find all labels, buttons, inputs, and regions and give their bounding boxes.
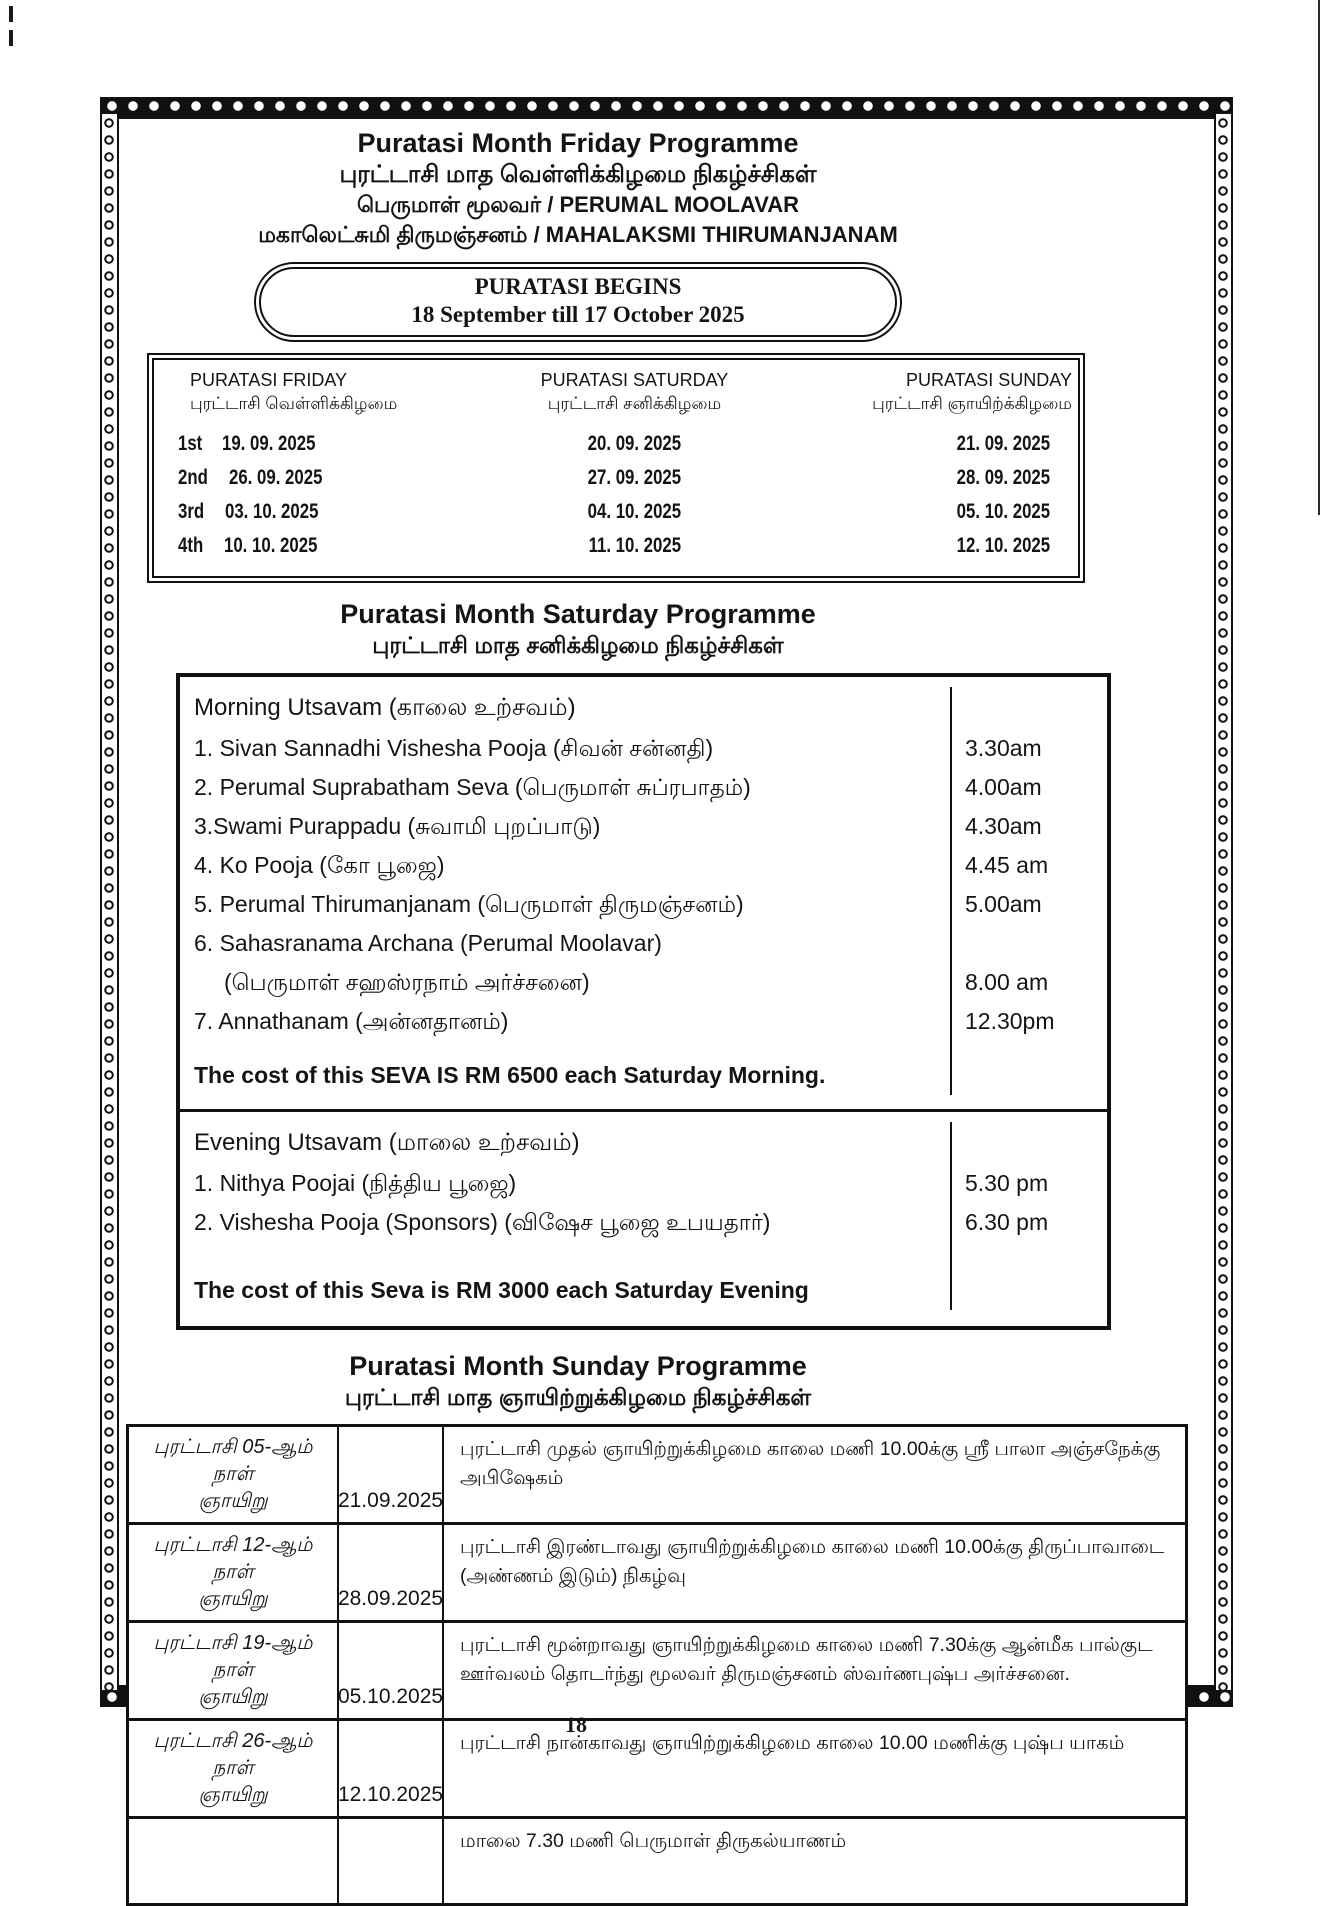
table-row: 2nd 26. 09. 2025 27. 09. 2025 28. 09. 2025: [178, 466, 1051, 489]
table-row: 4. Ko Pooja (கோ பூஜை) 4.45 am: [180, 846, 1107, 885]
morning-cost-note: The cost of this SEVA IS RM 6500 each Saturday Morning.: [194, 1062, 826, 1088]
table-row: 1. Nithya Poojai (நித்திய பூஜை) 5.30 pm: [180, 1164, 1107, 1203]
sunday-programme-title-tamil: புரட்டாசி மாத ஞாயிற்றுக்கிழமை நிகழ்ச்சிகள்: [344, 1384, 812, 1410]
perumal-moolavar-line: பெருமாள் மூலவர் / PERUMAL MOOLAVAR: [356, 192, 800, 217]
table-row: 6. Sahasranama Archana (Perumal Moolavar): [180, 924, 1107, 963]
evening-cost-row: [180, 1242, 1107, 1310]
puratasi-begins-box: [254, 262, 902, 342]
morning-heading: Morning Utsavam (காலை உற்சவம்): [194, 694, 576, 721]
crop-mark: [9, 6, 13, 22]
table-row: 4th 10. 10. 2025 11. 10. 2025 12. 10. 2025: [178, 534, 1051, 557]
saturday-programme-title: Puratasi Month Saturday Programme: [340, 599, 816, 629]
crop-mark: [9, 30, 13, 46]
header-block: [128, 127, 1028, 342]
table-row: புரட்டாசி 19-ஆம் நாள் ஞாயிறு 05.10.2025 புரட்டாசி மூன்றாவது ஞாயிற்றுக்கிழமை காலை மணி 7.30க்கு ஆன்மீக பால்குட ஊர்வலம் தொடர்ந்து மூலவர் திருமஞ்சனம் ஸ்வர்ணபுஷ்ப அர்ச்சனை.: [129, 1620, 1185, 1718]
table-row: 5. Perumal Thirumanjanam (பெருமாள் திருமஞ்சனம்) 5.00am: [180, 885, 1107, 924]
evening-utsavam-section: [180, 1109, 1107, 1326]
morning-cost-row: [180, 1041, 1107, 1095]
evening-cost-note: The cost of this Seva is RM 3000 each Saturday Evening: [194, 1277, 809, 1303]
table-row: 3rd 03. 10. 2025 04. 10. 2025 05. 10. 2025: [178, 500, 1051, 523]
sunday-heading-block: [128, 1350, 1028, 1412]
table-row: [180, 1122, 1107, 1164]
table-row: 3.Swami Purappadu (சுவாமி புறப்பாடு) 4.30am: [180, 807, 1107, 846]
table-row: 1st 19. 09. 2025 20. 09. 2025 21. 09. 2025: [178, 432, 1051, 455]
begins-title: PURATASI BEGINS: [474, 274, 682, 299]
dates-rows: [154, 428, 1078, 564]
begins-dates: 18 September till 17 October 2025: [411, 302, 745, 327]
morning-utsavam-section: [180, 677, 1107, 1109]
page-number: 18: [565, 1712, 587, 1737]
table-row: மாலை 7.30 மணி பெருமாள் திருகல்யாணம்: [129, 1816, 1185, 1903]
sunday-programme-table: [126, 1424, 1188, 1906]
column-header-sunday: PURATASI SUNDAY புரட்டாசி ஞாயிற்க்கிழமை: [872, 370, 1072, 413]
evening-heading: Evening Utsavam (மாலை உற்சவம்): [194, 1129, 580, 1156]
frame-scallop-right: [1214, 114, 1231, 1690]
weekly-dates-table: [152, 358, 1080, 578]
saturday-heading-block: [128, 598, 1028, 660]
saturday-programme-title-tamil: புரட்டாசி மாத சனிக்கிழமை நிகழ்ச்சிகள்: [372, 632, 784, 658]
page-title: Puratasi Month Friday Programme: [357, 128, 799, 158]
column-header-friday: PURATASI FRIDAY புரட்டாசி வெள்ளிக்கிழமை: [190, 370, 398, 413]
table-row: புரட்டாசி 12-ஆம் நாள் ஞாயிறு 28.09.2025 புரட்டாசி இரண்டாவது ஞாயிற்றுக்கிழமை காலை மணி 10.00க்கு திருப்பாவாடை (அண்ணம் இடும்) நிகழ்வு: [129, 1522, 1185, 1620]
table-row: 1. Sivan Sannadhi Vishesha Pooja (சிவன் சன்னதி) 3.30am: [180, 729, 1107, 768]
page-content: [128, 125, 1205, 1852]
puratasi-begins-inner: [259, 267, 897, 337]
table-row: (பெருமாள் சஹஸ்ரநாம் அர்ச்சனை) 8.00 am: [180, 963, 1107, 1002]
mahalaksmi-line: மகாலெட்சுமி திருமஞ்சனம் / MAHALAKSMI THIRUMANJANAM: [258, 222, 898, 247]
column-header-saturday: PURATASI SATURDAY புரட்டாசி சனிக்கிழமை: [540, 370, 729, 413]
dates-header-row: [154, 368, 1078, 416]
frame-scallop-top: [102, 99, 1231, 119]
table-row: 2. Vishesha Pooja (Sponsors) (விஷேச பூஜை உபயதார்) 6.30 pm: [180, 1203, 1107, 1242]
saturday-programme-table: [176, 673, 1111, 1330]
table-row: 2. Perumal Suprabatham Seva (பெருமாள் சுப்ரபாதம்) 4.00am: [180, 768, 1107, 807]
frame-scallop-left: [102, 114, 119, 1690]
page-title-tamil: புரட்டாசி மாத வெள்ளிக்கிழமை நிகழ்ச்சிகள்: [339, 161, 817, 188]
table-row: புரட்டாசி 26-ஆம் நாள் ஞாயிறு 12.10.2025 புரட்டாசி நான்காவது ஞாயிற்றுக்கிழமை காலை 10.00 மணிக்கு புஷ்ப யாகம்: [129, 1718, 1185, 1816]
table-row: 7. Annathanam (அன்னதானம்) 12.30pm: [180, 1002, 1107, 1041]
scan-edge-line: [1318, 0, 1320, 515]
table-row: புரட்டாசி 05-ஆம் நாள் ஞாயிறு 21.09.2025 புரட்டாசி முதல் ஞாயிற்றுக்கிழமை காலை மணி 10.00க்கு ஸ்ரீ பாலா அஞ்சநேக்கு அபிஷேகம்: [129, 1427, 1185, 1522]
sunday-programme-title: Puratasi Month Sunday Programme: [349, 1351, 807, 1381]
table-row: [180, 687, 1107, 729]
decorative-page-frame: [100, 97, 1233, 1852]
